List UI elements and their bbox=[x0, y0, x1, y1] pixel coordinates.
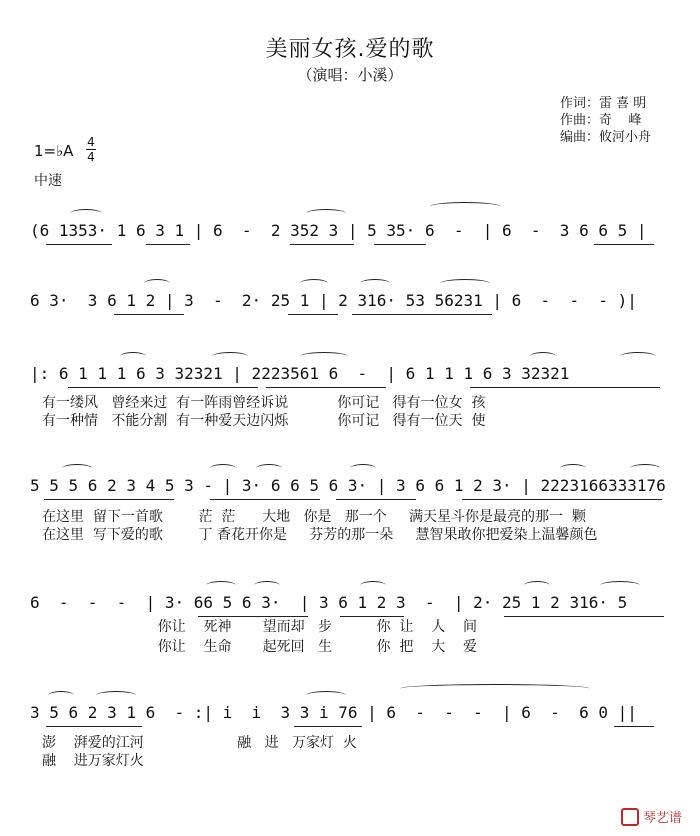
song-title: 美丽女孩.爱的歌 bbox=[265, 37, 435, 62]
tie-mark bbox=[256, 464, 282, 473]
tie-mark bbox=[300, 352, 348, 361]
tie-mark bbox=[400, 684, 590, 693]
tie-mark bbox=[254, 581, 280, 590]
score-notes: 3 5 6 2 3 1 6 - :| i i 3 3 i 76 | 6 - - - | 6 - 6 0 || bbox=[30, 702, 637, 722]
tie-mark bbox=[306, 691, 346, 700]
tie-mark bbox=[430, 202, 500, 211]
underline-mark bbox=[294, 726, 362, 727]
tie-mark bbox=[206, 581, 236, 590]
watermark-text: 琴艺谱 bbox=[642, 811, 682, 826]
tie-mark bbox=[96, 691, 136, 700]
score-line-4 bbox=[30, 470, 670, 500]
tie-mark bbox=[210, 464, 236, 473]
score-notes: (6 1353· 1 6 3 1 | 6 - 2 352 3 | 5 35· 6 - | 6 - 3 6 6 5 | bbox=[30, 220, 647, 240]
lyric-verse2-line4: 在这里 写下爱的歌 丁 香花开你是 芬芳的那一朵 慧智果敢你把爱染上温馨颜色 bbox=[42, 527, 598, 543]
lyric-verse1-line4: 在这里 留下一首歌 茫 茫 大地 你是 那一个 满天星斗你是最亮的那一 颗 bbox=[42, 509, 586, 525]
underline-mark bbox=[210, 499, 320, 500]
tie-mark bbox=[306, 209, 346, 218]
underline-mark bbox=[46, 726, 142, 727]
lyric-verse2-line3: 有一种情 不能分割 有一种爱天边闪烁 你可记 得有一位天 使 bbox=[42, 413, 486, 429]
underline-mark bbox=[290, 244, 354, 245]
tie-mark bbox=[620, 352, 656, 361]
time-numerator: 4 bbox=[87, 135, 95, 149]
tie-mark bbox=[360, 581, 386, 590]
tempo-marking: 中速 bbox=[34, 173, 62, 189]
lyric-verse2-line5: 你让 生命 起死回 生 你 把 大 爱 bbox=[42, 639, 478, 655]
underline-mark bbox=[46, 244, 112, 245]
underline-mark bbox=[594, 244, 654, 245]
score-line-6 bbox=[30, 697, 670, 727]
tie-mark bbox=[300, 279, 328, 288]
underline-mark bbox=[374, 244, 426, 245]
tie-mark bbox=[440, 279, 490, 288]
score-notes: 6 - - - | 3· 66 5 6 3· | 3 6 1 2 3 - | 2· 25 1 2 316· 5 bbox=[30, 592, 628, 612]
tie-mark bbox=[350, 464, 376, 473]
song-subtitle: （演唱：小溪） bbox=[297, 66, 403, 84]
lyricist-credit: 作词：雷 喜 明 bbox=[560, 96, 647, 111]
score-line-1 bbox=[30, 215, 670, 245]
score-line-3 bbox=[30, 358, 670, 388]
tie-mark bbox=[600, 581, 640, 590]
tie-mark bbox=[630, 464, 660, 473]
piano-logo-icon bbox=[621, 808, 639, 826]
underline-mark bbox=[288, 314, 338, 315]
score-notes: 6 3· 3 6 1 2 | 3 - 2· 25 1 | 2 316· 53 56231 | 6 - - - )| bbox=[30, 290, 637, 310]
score-line-2 bbox=[30, 285, 670, 315]
underline-mark bbox=[352, 314, 492, 315]
composer-credit: 作曲：奇 峰 bbox=[560, 113, 642, 128]
underline-mark bbox=[336, 499, 416, 500]
time-denominator: 4 bbox=[87, 150, 95, 164]
tie-mark bbox=[360, 279, 390, 288]
key-signature: 1=♭A bbox=[34, 142, 74, 160]
lyric-verse1-line6: 澎 湃爱的江河 融 进 万家灯 火 bbox=[42, 735, 357, 751]
lyric-verse2-line6: 融 进万家灯火 bbox=[42, 753, 144, 769]
tie-mark bbox=[524, 581, 550, 590]
score-notes: 5 5 5 6 2 3 4 5 3 - | 3· 6 6 5 6 3· | 3 6 6 1 2 3· | 2223166333176 bbox=[30, 475, 666, 495]
underline-mark bbox=[462, 499, 662, 500]
underline-mark bbox=[266, 387, 386, 388]
tie-mark bbox=[144, 279, 170, 288]
site-watermark bbox=[621, 807, 682, 826]
score-line-5 bbox=[30, 587, 670, 617]
lyric-verse1-line3: 有一缕风 曾经来过 有一阵雨曾经诉说 你可记 得有一位女 孩 bbox=[42, 395, 486, 411]
tie-mark bbox=[62, 464, 92, 473]
arranger-credit: 编曲：攸河小舟 bbox=[560, 130, 652, 145]
tie-mark bbox=[70, 209, 102, 218]
tie-mark bbox=[212, 352, 248, 361]
time-signature bbox=[86, 136, 96, 163]
underline-mark bbox=[146, 244, 190, 245]
tie-mark bbox=[530, 352, 556, 361]
tie-mark bbox=[560, 464, 586, 473]
underline-mark bbox=[614, 726, 654, 727]
underline-mark bbox=[44, 499, 174, 500]
underline-mark bbox=[114, 314, 184, 315]
underline-mark bbox=[68, 387, 258, 388]
lyric-verse1-line5: 你让 死神 望而却 步 你 让 人 间 bbox=[42, 619, 478, 635]
tie-mark bbox=[48, 691, 74, 700]
tie-mark bbox=[120, 352, 146, 361]
underline-mark bbox=[470, 387, 660, 388]
score-notes: |: 6 1 1 1 6 3 32321 | 2223561 6 - | 6 1 1 1 6 3 32321 bbox=[30, 363, 570, 383]
